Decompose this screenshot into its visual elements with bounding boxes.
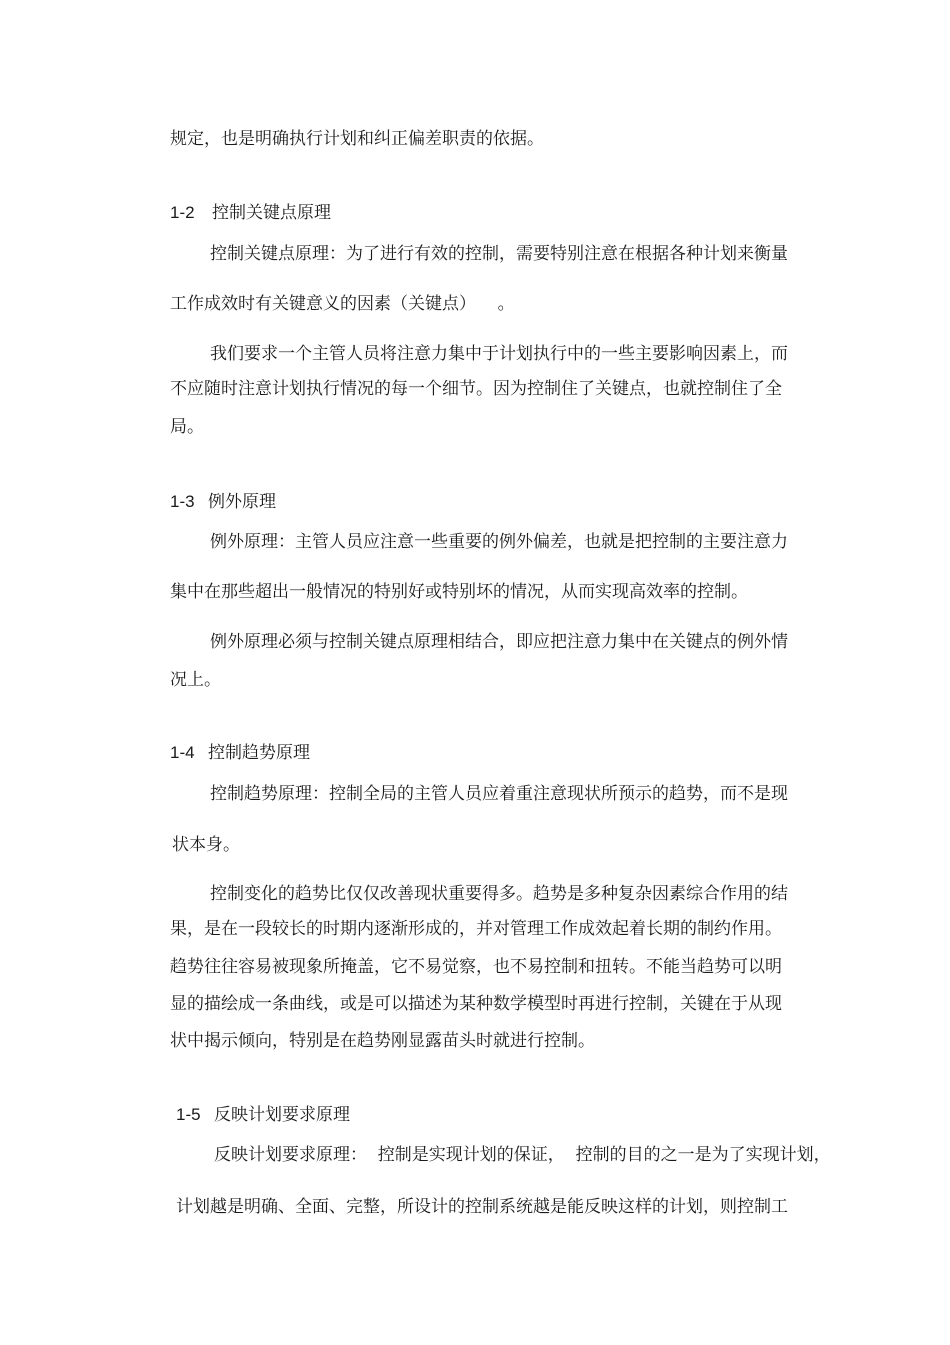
section-number: 1-3 (170, 492, 195, 511)
paragraph-line: 反映计划要求原理： 控制是实现计划的保证， 控制的目的之一是为了实现计划， (214, 1145, 831, 1165)
paragraph-line: 我们要求一个主管人员将注意力集中于计划执行中的一些主要影响因素上，而 (210, 344, 788, 364)
section-title: 控制趋势原理 (207, 743, 310, 763)
section-title: 反映计划要求原理 (213, 1105, 350, 1125)
paragraph-line: 规定，也是明确执行计划和纠正偏差职责的依据。 (170, 129, 544, 149)
section-heading-1-4 (170, 742, 310, 764)
paragraph-line: 例外原理必须与控制关键点原理相结合，即应把注意力集中在关键点的例外情 (210, 632, 788, 652)
paragraph-line: 计划越是明确、全面、完整，所设计的控制系统越是能反映这样的计划，则控制工 (176, 1197, 788, 1217)
paragraph-line: 集中在那些超出一般情况的特别好或特别坏的情况，从而实现高效率的控制。 (170, 582, 748, 602)
paragraph-line: 控制关键点原理：为了进行有效的控制，需要特别注意在根据各种计划来衡量 (210, 244, 788, 264)
paragraph-line: 控制变化的趋势比仅仅改善现状重要得多。趋势是多种复杂因素综合作用的结 (210, 884, 788, 904)
paragraph-line: 例外原理：主管人员应注意一些重要的例外偏差，也就是把控制的主要注意力 (210, 532, 788, 552)
paragraph-line: 显的描绘成一条曲线，或是可以描述为某种数学模型时再进行控制，关键在于从现 (170, 994, 782, 1014)
paragraph-line: 况上。 (170, 670, 221, 690)
section-title: 控制关键点原理 (211, 203, 331, 223)
paragraph-line: 状中揭示倾向，特别是在趋势刚显露苗头时就进行控制。 (170, 1031, 595, 1051)
section-heading-1-2 (170, 202, 331, 224)
paragraph-line: 工作成效时有关键意义的因素（关键点） 。 (170, 294, 515, 314)
paragraph-line: 控制趋势原理：控制全局的主管人员应着重注意现状所预示的趋势，而不是现 (210, 784, 788, 804)
section-heading-1-5 (176, 1104, 350, 1126)
section-number: 1-4 (170, 743, 195, 762)
section-number: 1-2 (170, 203, 195, 222)
section-title: 例外原理 (207, 492, 276, 512)
paragraph-line: 果，是在一段较长的时期内逐渐形成的，并对管理工作成效起着长期的制约作用。 (170, 919, 782, 939)
section-number: 1-5 (176, 1105, 201, 1124)
paragraph-line: 局。 (170, 417, 204, 437)
paragraph-line: 不应随时注意计划执行情况的每一个细节。因为控制住了关键点，也就控制住了全 (170, 379, 782, 399)
section-heading-1-3 (170, 491, 276, 513)
paragraph-line: 趋势往往容易被现象所掩盖，它不易觉察，也不易控制和扭转。不能当趋势可以明 (170, 957, 782, 977)
paragraph-line: 状本身。 (172, 835, 240, 855)
